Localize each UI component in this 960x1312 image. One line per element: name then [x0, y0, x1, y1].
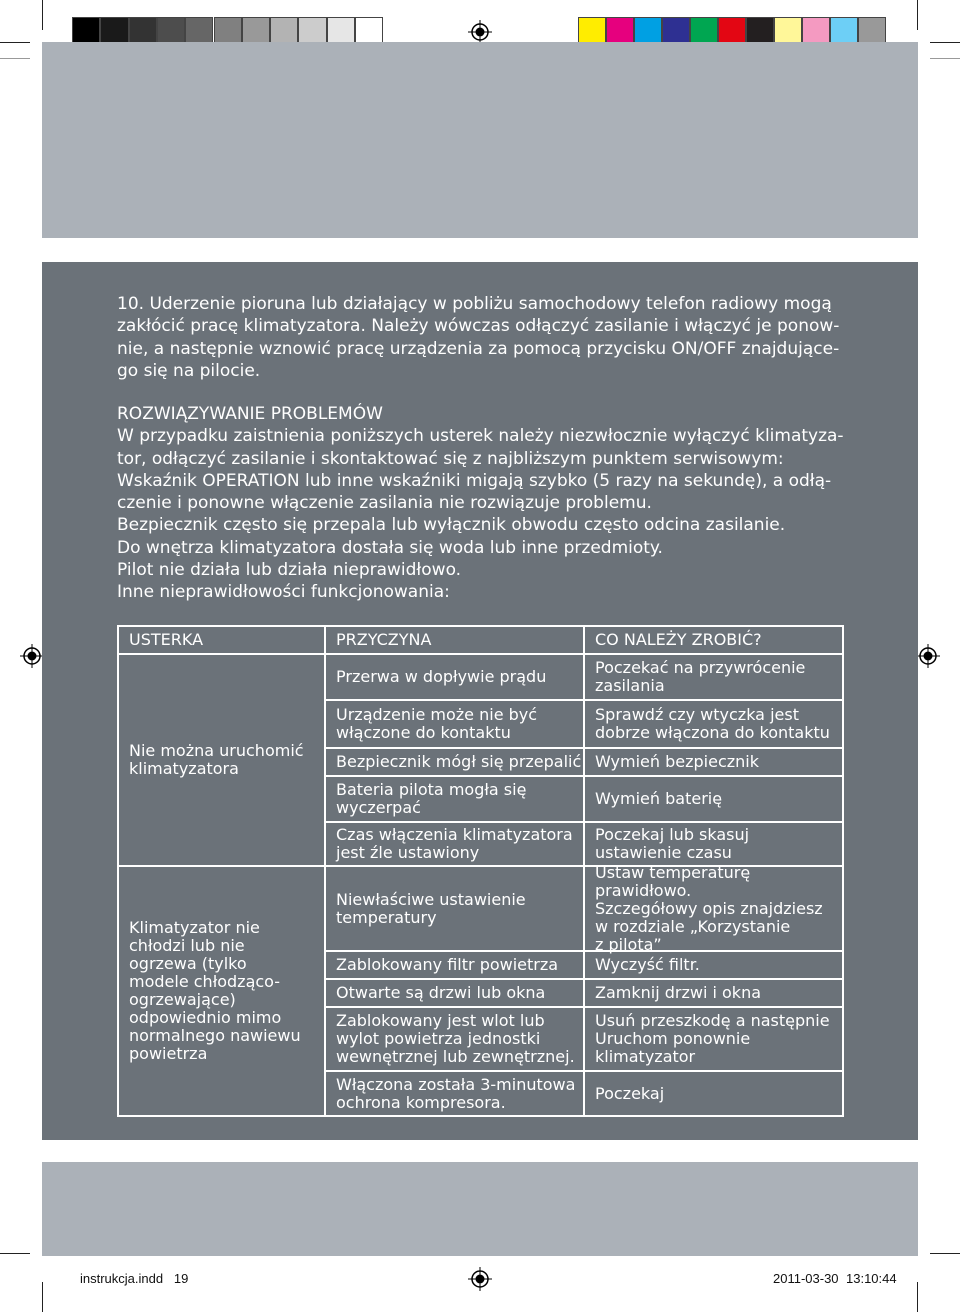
action-cell: Ustaw temperaturę prawidłowo. Szczegółowy opis znajdziesz w rozdziale „Korzystanie z pilota”	[583, 865, 844, 952]
cause-cell: Przerwa w dopływie prądu	[324, 653, 585, 701]
bottom-grey-band	[42, 1162, 918, 1256]
cause-cell: Zablokowany filtr powietrza	[324, 950, 585, 980]
action-cell: Zamknij drzwi i okna	[583, 978, 844, 1008]
cause-cell: Czas włączenia klimatyzatora jest źle ustawiony	[324, 821, 585, 867]
gray-swatch	[298, 17, 326, 45]
registration-mark-icon	[468, 20, 492, 44]
troubleshooting-section	[117, 403, 844, 604]
paragraph-line: zakłócić pracę klimatyzatora. Należy wówczas odłączyć zasilanie i włączyć je ponow-	[117, 316, 840, 337]
cause-cell: Bezpiecznik mógł się przepalić	[324, 747, 585, 777]
crop-mark	[930, 42, 960, 43]
color-swatch	[718, 17, 746, 45]
footer-date: 2011-03-30	[773, 1271, 839, 1286]
color-swatch	[746, 17, 774, 45]
crop-mark	[0, 58, 30, 59]
top-grey-band	[42, 42, 918, 238]
gray-swatch	[327, 17, 355, 45]
color-swatch	[774, 17, 802, 45]
crop-mark	[917, 1282, 918, 1312]
cause-cell: Niewłaściwe ustawienie temperatury	[324, 865, 585, 952]
section-line: Bezpiecznik często się przepala lub wyłącznik obwodu często odcina zasilanie.	[117, 515, 786, 536]
section-line: Wskaźnik OPERATION lub inne wskaźniki migają szybko (5 razy na sekundę), a odłą-	[117, 470, 832, 491]
crop-mark	[42, 1282, 43, 1312]
header-fault: USTERKA	[117, 625, 326, 655]
section-title: ROZWIĄZYWANIE PROBLEMÓW	[117, 404, 383, 424]
color-swatch	[578, 17, 606, 45]
cause-cell: Włączona została 3-minutowa ochrona kompresora.	[324, 1070, 585, 1117]
paragraph-10	[117, 293, 839, 382]
section-line: Inne nieprawidłowości funkcjonowania:	[117, 582, 450, 603]
section-line: tor, odłączyć zasilanie i skontaktować się z najbliższym punktem serwisowym:	[117, 448, 784, 469]
crop-mark	[0, 1253, 30, 1254]
gray-swatch	[270, 17, 298, 45]
gray-swatch	[242, 17, 270, 45]
action-cell: Wymień bezpiecznik	[583, 747, 844, 777]
cause-cell: Urządzenie może nie być włączone do kontaktu	[324, 699, 585, 749]
color-swatch	[802, 17, 830, 45]
color-swatch	[662, 17, 690, 45]
section-line: Pilot nie działa lub działa nieprawidłowo.	[117, 560, 462, 581]
action-cell: Sprawdź czy wtyczka jest dobrze włączona do kontaktu	[583, 699, 844, 749]
registration-mark-icon	[916, 644, 940, 668]
color-swatch	[830, 17, 858, 45]
gray-swatch	[72, 17, 100, 45]
gray-swatch	[129, 17, 157, 45]
crop-mark	[42, 0, 43, 30]
registration-mark-icon	[20, 644, 44, 668]
footer-time: 13:10:44	[846, 1271, 897, 1286]
section-line: W przypadku zaistnienia poniższych usterek należy niezwłocznie wyłączyć klimatyza-	[117, 426, 844, 447]
action-cell: Usuń przeszkodę a następnie Uruchom ponownie klimatyzator	[583, 1006, 844, 1072]
footer-file: instrukcja.indd 19	[80, 1271, 189, 1286]
action-cell: Poczekaj	[583, 1070, 844, 1117]
paragraph-line: go się na pilocie.	[117, 360, 261, 381]
header-cause: PRZYCZYNA	[324, 625, 585, 655]
fault-cell: Klimatyzator nie chłodzi lub nie ogrzewa (tylko modele chłodząco- ogrzewające) odpowiednio mimo normalnego nawiewu powietrza	[117, 865, 326, 1117]
gray-swatch	[214, 17, 242, 45]
action-cell: Poczekać na przywrócenie zasilania	[583, 653, 844, 701]
cause-cell: Bateria pilota mogła się wyczerpać	[324, 775, 585, 823]
section-line: Do wnętrza klimatyzatora dostała się woda lub inne przedmioty.	[117, 537, 663, 558]
paragraph-line: 10. Uderzenie pioruna lub działający w pobliżu samochodowy telefon radiowy mogą	[117, 294, 832, 314]
action-cell: Wyczyść filtr.	[583, 950, 844, 980]
action-cell: Wymień baterię	[583, 775, 844, 823]
cause-cell: Zablokowany jest wlot lub wylot powietrza jednostki wewnętrznej lub zewnętrznej.	[324, 1006, 585, 1072]
paragraph-line: nie, a następnie wznowić pracę urządzenia za pomocą przycisku ON/OFF znajdujące-	[117, 338, 840, 359]
fault-cell: Nie można uruchomić klimatyzatora	[117, 653, 326, 867]
registration-mark-icon	[468, 1267, 492, 1291]
header-action: CO NALEŻY ZROBIĆ?	[583, 625, 844, 655]
action-cell: Poczekaj lub skasuj ustawienie czasu	[583, 821, 844, 867]
gray-swatch	[355, 17, 383, 45]
cause-cell: Otwarte są drzwi lub okna	[324, 978, 585, 1008]
gray-swatch	[100, 17, 128, 45]
color-swatch	[634, 17, 662, 45]
gray-swatch	[157, 17, 185, 45]
color-swatch	[858, 17, 886, 45]
section-line: czenie i ponowne włączenie zasilania nie rozwiązuje problemu.	[117, 493, 652, 514]
crop-mark	[930, 58, 960, 59]
gray-swatch	[185, 17, 213, 45]
color-swatch	[690, 17, 718, 45]
crop-mark	[917, 0, 918, 30]
crop-mark	[0, 42, 30, 43]
color-swatch	[606, 17, 634, 45]
crop-mark	[930, 1253, 960, 1254]
